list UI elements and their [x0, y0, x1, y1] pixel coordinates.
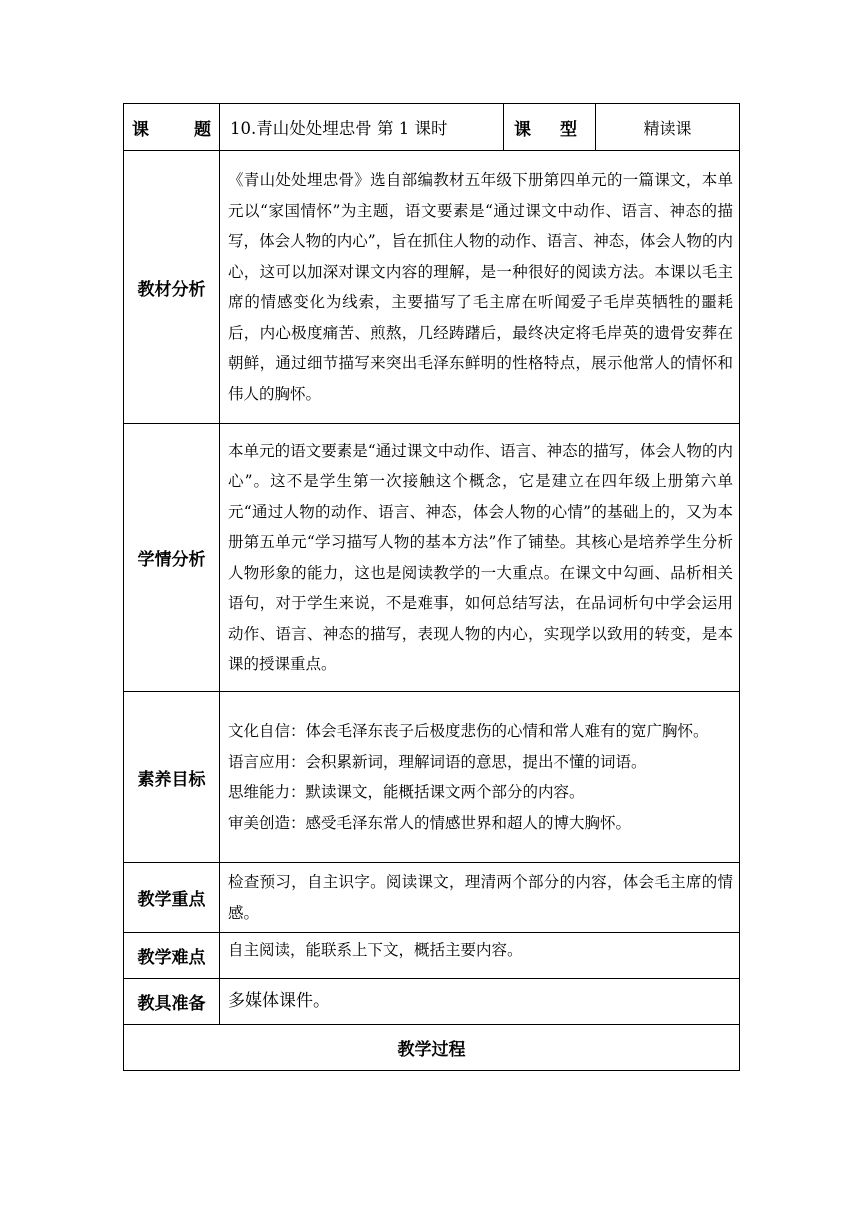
tools-text: 多媒体课件。	[220, 979, 740, 1025]
material-analysis-text-cell	[220, 151, 740, 424]
title-label-cell	[124, 104, 220, 151]
goal-item: 文化自信：体会毛泽东丧子后极度悲伤的心情和常人难有的宽广胸怀。	[228, 722, 709, 740]
lesson-title: 10.青山处处埋忠骨 第 1 课时	[220, 104, 504, 151]
difficulties-text: 自主阅读，能联系上下文，概括主要内容。	[220, 933, 740, 979]
title-row	[124, 104, 740, 151]
goal-item: 思维能力：默读课文，能概括课文两个部分的内容。	[228, 783, 585, 801]
process-heading-row	[124, 1025, 740, 1071]
student-analysis-text: 本单元的语文要素是“通过课文中动作、语言、神态的描写，体会人物的内心”。这不是学生第一次接触这个概念，它是建立在四年级上册第六单元“通过人物的动作、语言、神态，体会人物的心情”的基础上的，又为本册第五单元“学习描写人物的基本方法”作了铺垫。其核心是培养学生分析人物形象的能力，这也是阅读教学的一大重点。在课文中勾画、品析相关语句，对于学生来说，不是难事，如何总结写法，在品词析句中学会运用动作、语言、神态的描写，表现人物的内心，实现学以致用的转变，是本课的授课重点。	[228, 441, 733, 673]
student-analysis-label: 学情分析	[124, 424, 220, 692]
key-points-label: 教学重点	[124, 863, 220, 933]
goal-item: 审美创造：感受毛泽东常人的情感世界和超人的博大胸怀。	[228, 813, 632, 832]
goals-row	[124, 692, 740, 863]
type-label-char-2: 型	[560, 119, 577, 140]
title-label-char-2: 题	[194, 119, 211, 140]
student-analysis-row	[124, 424, 740, 692]
lesson-type: 精读课	[596, 104, 740, 151]
material-analysis-label: 教材分析	[124, 151, 220, 424]
lesson-plan-table	[123, 103, 740, 1071]
goals-list	[220, 692, 740, 863]
material-analysis-text: 《青山处处埋忠骨》选自部编教材五年级下册第四单元的一篇课文，本单元以“家国情怀”为主题，语文要素是“通过课文中动作、语言、神态的描写，体会人物的内心”，旨在抓住人物的动作、语言、神态，体会人物的内心，这可以加深对课文内容的理解，是一种很好的阅读方法。本课以毛主席的情感变化为线索，主要描写了毛主席在听闻爱子毛岸英牺牲的噩耗后，内心极度痛苦、煎熬，几经踌躇后，最终决定将毛岸英的遗骨安葬在朝鲜，通过细节描写来突出毛泽东鲜明的性格特点，展示他常人的情怀和伟人的胸怀。	[228, 171, 733, 403]
difficulties-row	[124, 933, 740, 979]
type-label-cell	[504, 104, 596, 151]
key-points-row	[124, 863, 740, 933]
tools-label: 教具准备	[124, 979, 220, 1025]
key-points-text: 检查预习，自主识字。阅读课文，理清两个部分的内容，体会毛主席的情感。	[220, 863, 740, 933]
difficulties-label: 教学难点	[124, 933, 220, 979]
tools-row	[124, 979, 740, 1025]
material-analysis-row	[124, 151, 740, 424]
type-label-char-1: 课	[514, 119, 531, 140]
goal-item: 语言应用：会积累新词，理解词语的意思，提出不懂的词语。	[228, 752, 647, 771]
student-analysis-text-cell	[220, 424, 740, 692]
goals-label: 素养目标	[124, 692, 220, 863]
process-heading: 教学过程	[124, 1025, 740, 1071]
title-label-char-1: 课	[132, 119, 149, 140]
